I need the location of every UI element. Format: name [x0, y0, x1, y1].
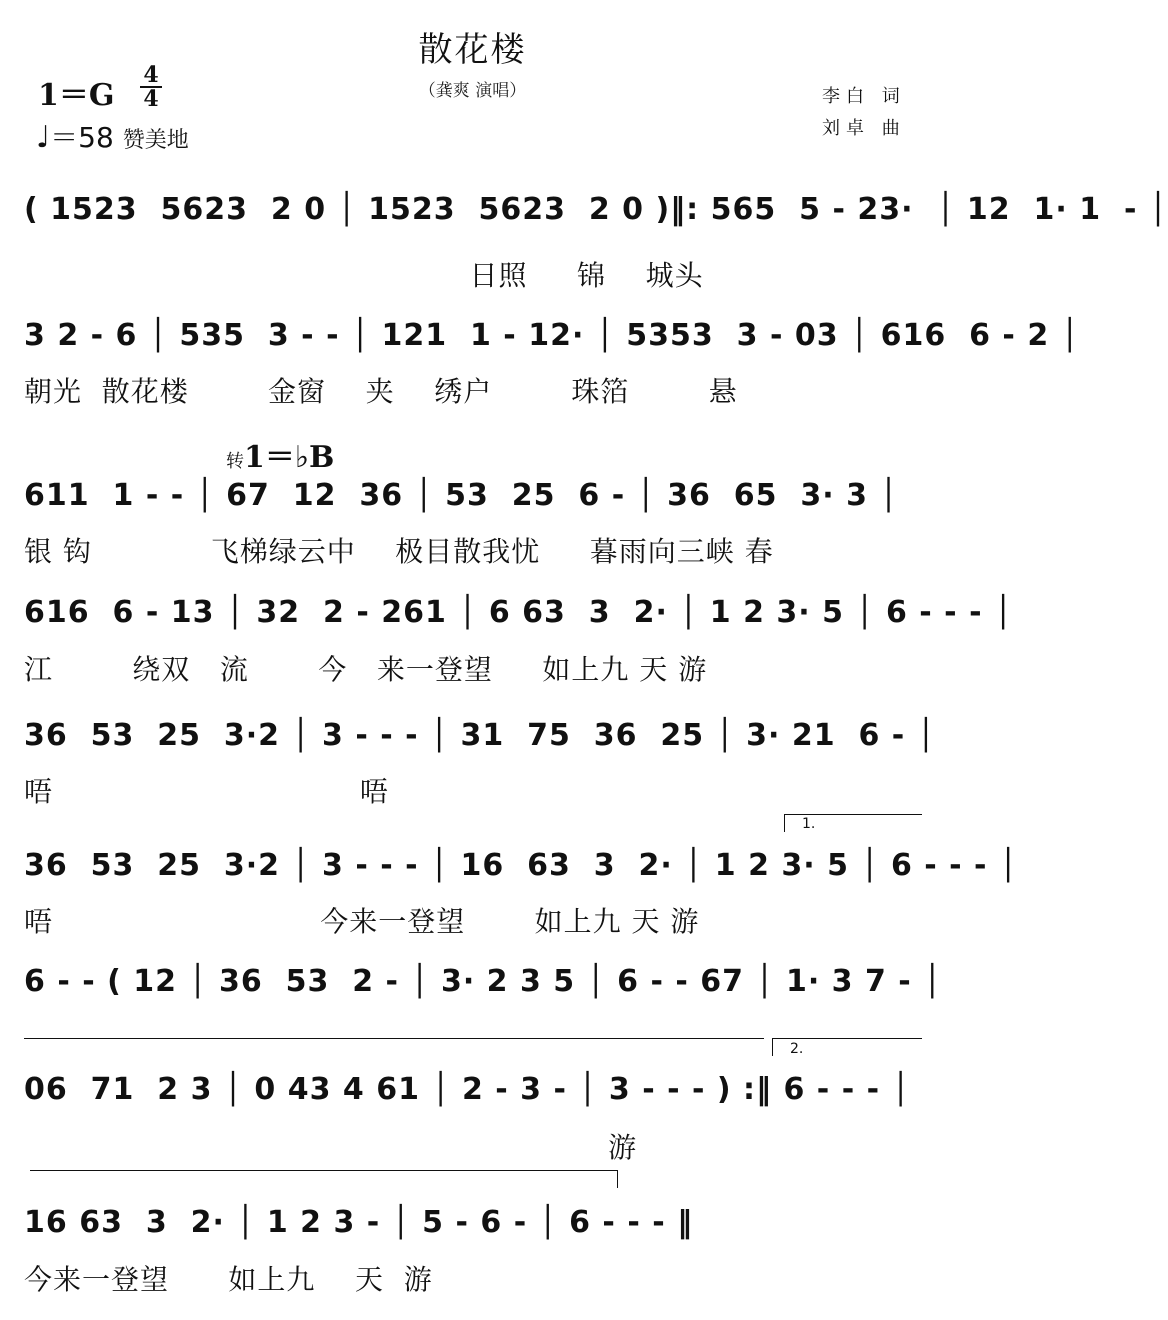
score-row-2: 3 2 - 6 │ 535 3 - - │ 121 1 - 12· │ 5353 3 - 03 │ 616 6 - 2 │ — [24, 318, 1080, 353]
modulation-marking — [226, 432, 334, 476]
score-row-7: 6 - - ( 12 │ 36 53 2 - │ 3· 2 3 5 │ 6 - - 67 │ 1· 3 7 - │ — [24, 964, 943, 999]
time-signature-bottom: 4 — [143, 86, 159, 112]
lyrics-row-4: 江 绕双 流 今 来一登望 如上九 天 游 — [24, 653, 708, 686]
repeat-section-line — [24, 1038, 764, 1039]
lyrics-row-6: 唔 今来一登望 如上九 天 游 — [24, 905, 700, 938]
first-ending-hook — [784, 814, 785, 832]
score-row-3: 611 1 - - │ 67 12 36 │ 53 25 6 - │ 36 65 3· 3 │ — [24, 478, 899, 513]
lyrics-row-2: 朝光 散花楼 金窗 夹 绣户 珠箔 悬 — [24, 375, 738, 408]
coda-section-line — [30, 1170, 618, 1171]
modulation-key: 1＝♭B — [244, 440, 335, 475]
score-row-1: ( 1523 5623 2 0 │ 1523 5623 2 0 )‖: 565 5 - 23· │ 12 1· 1 - │ — [24, 192, 1168, 227]
key-signature: 1＝G — [38, 78, 115, 113]
score-row-8: 06 71 2 3 │ 0 43 4 61 │ 2 - 3 - │ 3 - - - ) :‖ 6 - - - │ — [24, 1072, 911, 1107]
lyrics-row-9: 今来一登望 如上九 天 游 — [24, 1263, 433, 1296]
composer-credit: 刘卓 曲 — [822, 118, 906, 139]
performer-credit: （龚爽 演唱） — [418, 81, 527, 101]
tempo-marking — [36, 116, 189, 156]
score-row-5: 36 53 25 3·2 │ 3 - - - │ 31 75 36 25 │ 3· 21 6 - │ — [24, 718, 936, 753]
expression-marking: 赞美地 — [122, 128, 189, 153]
score-row-4: 616 6 - 13 │ 32 2 - 261 │ 6 63 3 2· │ 1 2 3· 5 │ 6 - - - │ — [24, 595, 1014, 630]
time-signature-top: 4 — [143, 62, 159, 88]
lyrics-row-3: 银 钩 飞梯绿云中 极目散我忧 暮雨向三峡 春 — [24, 535, 774, 568]
second-ending-bracket — [772, 1038, 922, 1039]
second-ending-label: 2. — [790, 1041, 804, 1057]
quarter-note-icon: ♩ — [36, 120, 51, 155]
lyricist-credit: 李白 词 — [822, 86, 906, 107]
lyrics-row-5: 唔 唔 — [24, 775, 389, 808]
coda-section-hook — [617, 1170, 618, 1188]
lyrics-row-8: 游 — [24, 1131, 638, 1164]
song-title: 散花楼 — [418, 30, 527, 70]
first-ending-label: 1. — [802, 816, 816, 832]
second-ending-hook — [772, 1038, 773, 1056]
score-row-9: 16 63 3 2· │ 1 2 3 - │ 5 - 6 - │ 6 - - - ‖ — [24, 1205, 694, 1240]
time-signature — [140, 64, 162, 110]
lyrics-row-1: 日照 锦 城头 — [24, 259, 704, 292]
tempo-value: ＝58 — [50, 121, 114, 154]
score-row-6: 36 53 25 3·2 │ 3 - - - │ 16 63 3 2· │ 1 2 3· 5 │ 6 - - - │ — [24, 848, 1019, 883]
modulation-prefix: 转 — [226, 451, 244, 472]
first-ending-bracket — [784, 814, 922, 815]
